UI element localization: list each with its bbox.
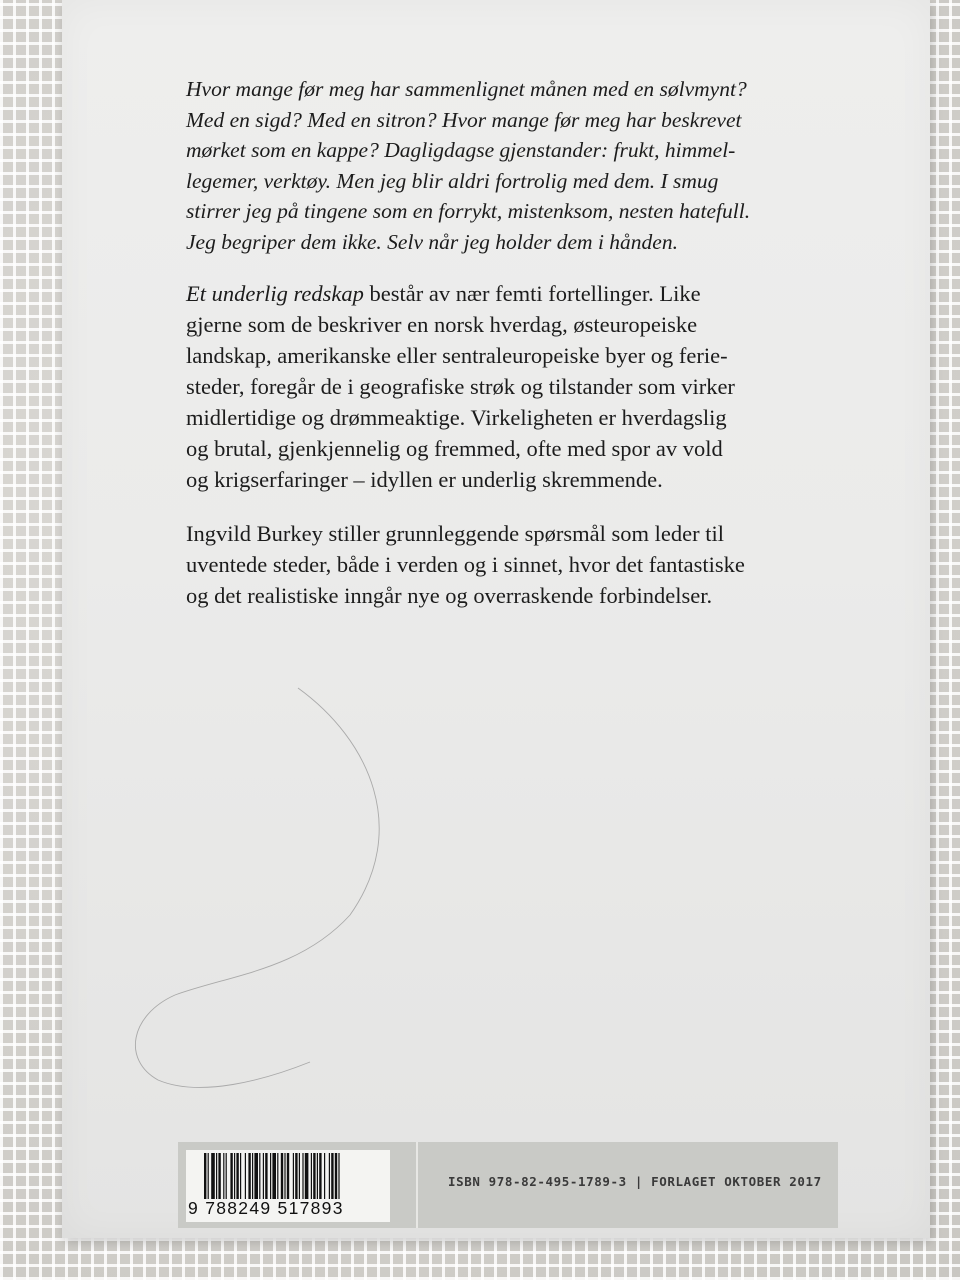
quote-line: Hvor mange før meg har sammenlignet månen med en sølvmynt? — [186, 77, 747, 101]
description-line: og krigserfaringer – idyllen er underlig skremmende. — [186, 467, 663, 492]
quote-line: mørket som en kappe? Dagligdagse gjenstander: frukt, himmel- — [186, 138, 736, 162]
barcode-bars — [204, 1153, 386, 1199]
quote-paragraph — [186, 74, 836, 257]
barcode-digits: 9 788249 517893 — [188, 1198, 344, 1218]
description-paragraph — [186, 278, 836, 495]
author-line: uventede steder, både i verden og i sinnet, hvor det fantastiske — [186, 552, 745, 577]
barcode — [186, 1150, 390, 1222]
description-line: landskap, amerikanske eller sentraleuropeiske byer og ferie- — [186, 343, 728, 368]
strip-divider — [416, 1142, 418, 1228]
author-line: Ingvild Burkey stiller grunnleggende spørsmål som leder til — [186, 521, 725, 546]
description-line — [186, 278, 836, 309]
description-line: og brutal, gjenkjennelig og fremmed, ofte med spor av vold — [186, 436, 723, 461]
quote-line: Med en sigd? Med en sitron? Hvor mange før meg har beskrevet — [186, 107, 742, 132]
author-line: og det realistiske inngår nye og overraskende forbindelser. — [186, 583, 713, 608]
description-line: gjerne som de beskriver en norsk hverdag, østeuropeiske — [186, 312, 698, 337]
description-line: midlertidige og drømmeaktige. Virkeligheten er hverdagslig — [186, 405, 727, 430]
blurb-text — [186, 74, 836, 611]
quote-line: stirrer jeg på tingene som en forrykt, mistenksom, nesten hatefull. — [186, 199, 751, 223]
quote-line: legemer, verktøy. Men jeg blir aldri fortrolig med dem. I smug — [186, 168, 719, 193]
quote-line: Jeg begriper dem ikke. Selv når jeg holder dem i hånden. — [186, 229, 678, 254]
description-line-rest: består av nær femti fortellinger. Like — [363, 281, 701, 306]
description-line: steder, foregår de i geografiske strøk og tilstander som virker — [186, 374, 735, 399]
book-title: Et underlig redskap — [186, 281, 364, 306]
barcode-strip — [178, 1142, 838, 1228]
isbn-publisher-line: ISBN 978-82-495-1789-3 | FORLAGET OKTOBER 2017 — [448, 1174, 822, 1189]
author-paragraph — [186, 518, 836, 611]
